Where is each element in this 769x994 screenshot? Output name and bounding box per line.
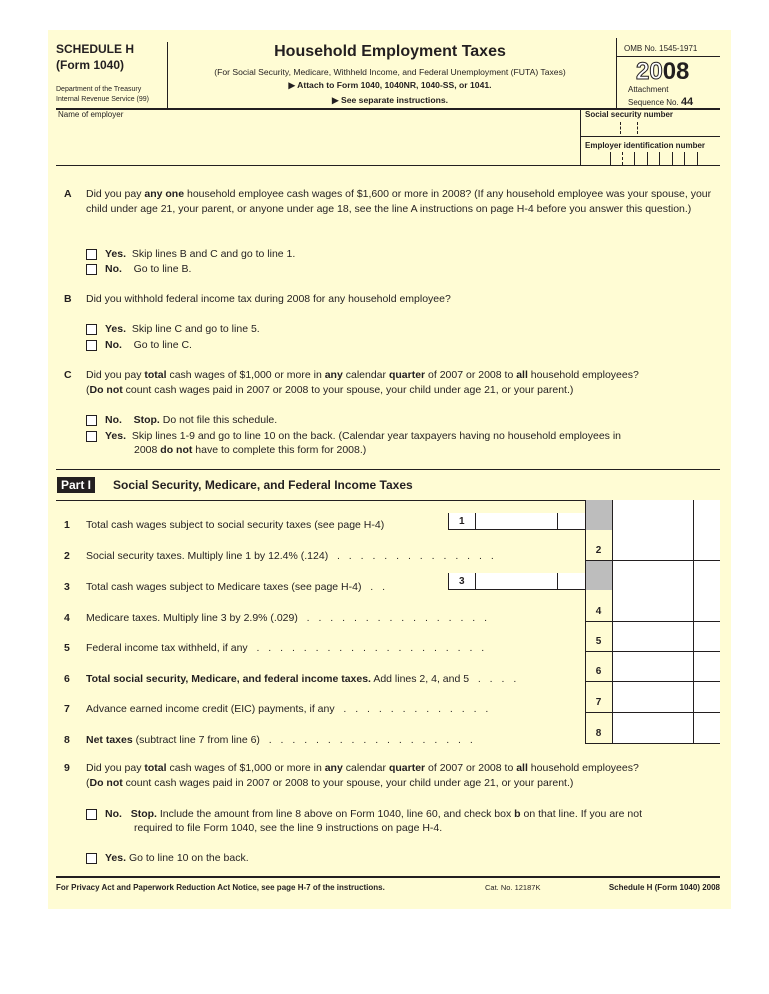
- line-1-entry[interactable]: [448, 513, 585, 530]
- privacy-notice: For Privacy Act and Paperwork Reduction Act Notice, see page H-7 of the instructions.: [56, 883, 385, 892]
- line-4-number: 4: [64, 612, 70, 624]
- question-c-no-checkbox[interactable]: [86, 415, 97, 426]
- line-2-number: 2: [64, 550, 70, 562]
- line-2-box-number: 2: [595, 545, 602, 556]
- line-9-no-label-2: required to file Form 1040, see the line 9 instructions on page H-4.: [134, 822, 443, 834]
- t: Did you pay: [86, 369, 145, 381]
- ein-field[interactable]: [582, 152, 719, 165]
- line-5-label: [86, 642, 487, 654]
- t: total: [144, 762, 167, 774]
- tax-year: [636, 58, 689, 86]
- question-a-yes-label: [105, 248, 295, 260]
- line-4-box-number: 4: [595, 606, 602, 617]
- line-6-label: [86, 673, 519, 685]
- line-8-box-number: 8: [595, 728, 602, 739]
- leader-dots: . . . . . . . . . . . . . . . . . .: [268, 734, 476, 746]
- line-9-number: 9: [64, 762, 70, 774]
- t: count cash wages paid in 2007 or 2008 to your spouse, your child under age 21, or your parent.): [122, 777, 574, 789]
- t: cash wages of $1,000 or more in: [166, 762, 325, 774]
- question-c-no-label: [105, 414, 277, 426]
- text: Did you pay: [86, 188, 145, 200]
- question-c-line1: [86, 369, 639, 381]
- t: household employees?: [527, 369, 639, 381]
- year-outline: 20: [636, 58, 663, 85]
- t: total: [144, 369, 167, 381]
- line-3-label: [86, 581, 388, 593]
- sequence-text: Sequence No.: [628, 98, 679, 107]
- t: cash wages of $1,000 or more in: [166, 369, 325, 381]
- t: 2008: [134, 444, 161, 456]
- t: No.: [105, 808, 122, 820]
- line-7-number: 7: [64, 703, 70, 715]
- option-text: Skip line C and go to line 5.: [131, 323, 260, 335]
- divider: [585, 651, 720, 652]
- line-9-no-label: [105, 808, 642, 820]
- option-text: Skip lines 1-9 and go to line 10 on the back. (Calendar year taxpayers having no household employees in: [131, 430, 622, 442]
- line-5-box-number: 5: [595, 636, 602, 647]
- leader-dots: . .: [370, 581, 389, 593]
- label-bold: Total social security, Medicare, and federal income taxes.: [86, 673, 371, 685]
- text: household employee cash wages of $1,600 or more in 2008? (If any household employee was your spouse, your child under age 21, your parent, or anyone under age 18, see the line A instructions on page H-4 before you answer this question.): [86, 188, 712, 215]
- t: quarter: [388, 369, 426, 381]
- question-b-letter: B: [64, 293, 72, 305]
- option: No.: [105, 263, 122, 275]
- ein-label: Employer identification number: [585, 141, 706, 150]
- line-9-text-1: [86, 762, 639, 774]
- question-c-yes-label: [105, 430, 621, 442]
- text-bold: any one: [144, 188, 185, 200]
- line-3-entry[interactable]: [448, 573, 585, 590]
- t: Do not: [89, 384, 123, 396]
- t: any: [324, 369, 343, 381]
- form-number: (Form 1040): [56, 58, 125, 72]
- question-c-yes-checkbox[interactable]: [86, 431, 97, 442]
- line-9-text-2: [86, 777, 573, 789]
- t: all: [516, 369, 528, 381]
- attachment-label: Attachment: [628, 85, 669, 94]
- part-tag: Part I: [57, 477, 95, 493]
- t: have to complete this form for 2008.): [192, 444, 367, 456]
- t: all: [516, 762, 528, 774]
- divider: [56, 165, 720, 166]
- line-4-label: [86, 612, 490, 624]
- option: Yes.: [105, 248, 127, 260]
- question-a-text: [86, 187, 718, 217]
- option-text: Do not file this schedule.: [162, 414, 278, 426]
- t: Did you pay: [86, 762, 145, 774]
- question-b-yes-label: [105, 323, 260, 335]
- line-7-box-number: 7: [595, 697, 602, 708]
- leader-dots: . . . .: [477, 673, 520, 685]
- divider: [580, 136, 720, 137]
- t: calendar: [342, 369, 389, 381]
- leader-dots: . . . . . . . . . . . . . .: [336, 550, 497, 562]
- divider: [585, 681, 720, 682]
- line-8-number: 8: [64, 734, 70, 746]
- ssn-label: Social security number: [585, 110, 674, 119]
- question-b-yes-checkbox[interactable]: [86, 324, 97, 335]
- option: Stop.: [133, 414, 160, 426]
- line-number: 1: [459, 516, 465, 527]
- question-b-no-checkbox[interactable]: [86, 340, 97, 351]
- t: household employees?: [527, 762, 639, 774]
- irs-label: Internal Revenue Service (99): [56, 96, 149, 103]
- name-of-employer-label: Name of employer: [58, 110, 124, 119]
- divider: [585, 621, 720, 622]
- line-1-label: [86, 519, 390, 531]
- divider: [616, 38, 617, 108]
- option: Yes.: [105, 430, 127, 442]
- leader-dots: . . . . . . . . . . . . . . . . . . . .: [256, 642, 488, 654]
- question-a-yes-checkbox[interactable]: [86, 249, 97, 260]
- line-7-label: [86, 703, 491, 715]
- ssn-field[interactable]: [582, 120, 719, 136]
- instructions-note: ▶ See separate instructions.: [332, 95, 448, 105]
- question-c-yes-label-2: [134, 444, 366, 456]
- label-text: (subtract line 7 from line 6): [132, 734, 260, 746]
- shaded-cell: [585, 560, 612, 590]
- omb-number: OMB No. 1545-1971: [624, 44, 698, 53]
- attach-note: ▶ Attach to Form 1040, 1040NR, 1040-SS, or 1041.: [288, 80, 492, 90]
- t: Include the amount from line 8 above on Form 1040, line 60, and check box: [159, 808, 515, 820]
- name-of-employer-field[interactable]: [58, 120, 578, 164]
- leader-dots: . . . . . . . . . . . . . . . .: [306, 612, 491, 624]
- leader-dots: . . . . . . . . . . . . .: [343, 703, 492, 715]
- t: (: [86, 384, 90, 396]
- t: quarter: [388, 762, 426, 774]
- t: count cash wages paid in 2007 or 2008 to your spouse, your child under age 21, or your parent.): [122, 384, 574, 396]
- divider: [167, 42, 168, 108]
- t: b: [514, 808, 521, 820]
- divider: [56, 876, 720, 878]
- label-text: Add lines 2, 4, and 5: [370, 673, 470, 685]
- sequence-label: [628, 96, 693, 108]
- label-text: Medicare taxes. Multiply line 3 by 2.9% (.029): [86, 612, 298, 624]
- t: Do not: [89, 777, 123, 789]
- option-text: Go to line C.: [133, 339, 192, 351]
- t: on that line. If you are not: [520, 808, 643, 820]
- line-6-number: 6: [64, 673, 70, 685]
- year-solid: 08: [662, 58, 690, 85]
- dept-label: Department of the Treasury: [56, 86, 142, 93]
- label-bold: Net taxes: [86, 734, 133, 746]
- option: No.: [105, 414, 122, 426]
- t: calendar: [342, 762, 389, 774]
- question-c-line2: [86, 384, 573, 396]
- label-text: Total cash wages subject to Medicare taxes (see page H-4): [86, 581, 362, 593]
- divider: [585, 743, 720, 744]
- form-title: Household Employment Taxes: [274, 43, 506, 60]
- divider: [585, 560, 720, 561]
- line-9-yes-checkbox[interactable]: [86, 853, 97, 864]
- t: Stop.: [130, 808, 157, 820]
- label-text: Social security taxes. Multiply line 1 by 12.4% (.124): [86, 550, 329, 562]
- line-9-no-checkbox[interactable]: [86, 809, 97, 820]
- form-subtitle: (For Social Security, Medicare, Withheld Income, and Federal Unemployment (FUTA) Taxes): [214, 67, 566, 77]
- line-number: 3: [459, 576, 465, 587]
- schedule-label: SCHEDULE H: [56, 42, 135, 56]
- divider: [56, 469, 720, 470]
- divider: [585, 712, 720, 713]
- t: of 2007 or 2008 to: [425, 369, 517, 381]
- shaded-cell: [585, 500, 612, 530]
- line-8-label: [86, 734, 476, 746]
- t: of 2007 or 2008 to: [425, 762, 517, 774]
- divider: [616, 56, 720, 57]
- part-title: Social Security, Medicare, and Federal Income Taxes: [113, 478, 413, 492]
- t: Go to line 10 on the back.: [128, 852, 249, 864]
- option-text: Skip lines B and C and go to line 1.: [131, 248, 296, 260]
- t: any: [324, 762, 343, 774]
- question-a-letter: A: [64, 188, 72, 200]
- label-text: Federal income tax withheld, if any: [86, 642, 248, 654]
- label-text: Total cash wages subject to social security taxes (see page H-4): [86, 519, 385, 531]
- line-1-number: 1: [64, 519, 70, 531]
- sequence-number: 44: [680, 96, 694, 108]
- line-3-number: 3: [64, 581, 70, 593]
- t: (: [86, 777, 90, 789]
- line-5-number: 5: [64, 642, 70, 654]
- question-a-no-label: [105, 263, 191, 275]
- line-2-label: [86, 550, 497, 562]
- label-text: Advance earned income credit (EIC) payments, if any: [86, 703, 335, 715]
- line-9-yes-label: [105, 852, 249, 864]
- t: do not: [160, 444, 193, 456]
- question-c-letter: C: [64, 369, 72, 381]
- question-b-text: Did you withhold federal income tax during 2008 for any household employee?: [86, 293, 451, 305]
- option-text: Go to line B.: [133, 263, 192, 275]
- question-a-no-checkbox[interactable]: [86, 264, 97, 275]
- t: Yes.: [105, 852, 127, 864]
- cat-number: Cat. No. 12187K: [485, 883, 541, 892]
- line-6-box-number: 6: [595, 666, 602, 677]
- option: No.: [105, 339, 122, 351]
- question-b-no-label: [105, 339, 192, 351]
- form-footer-id: Schedule H (Form 1040) 2008: [608, 883, 720, 892]
- option: Yes.: [105, 323, 127, 335]
